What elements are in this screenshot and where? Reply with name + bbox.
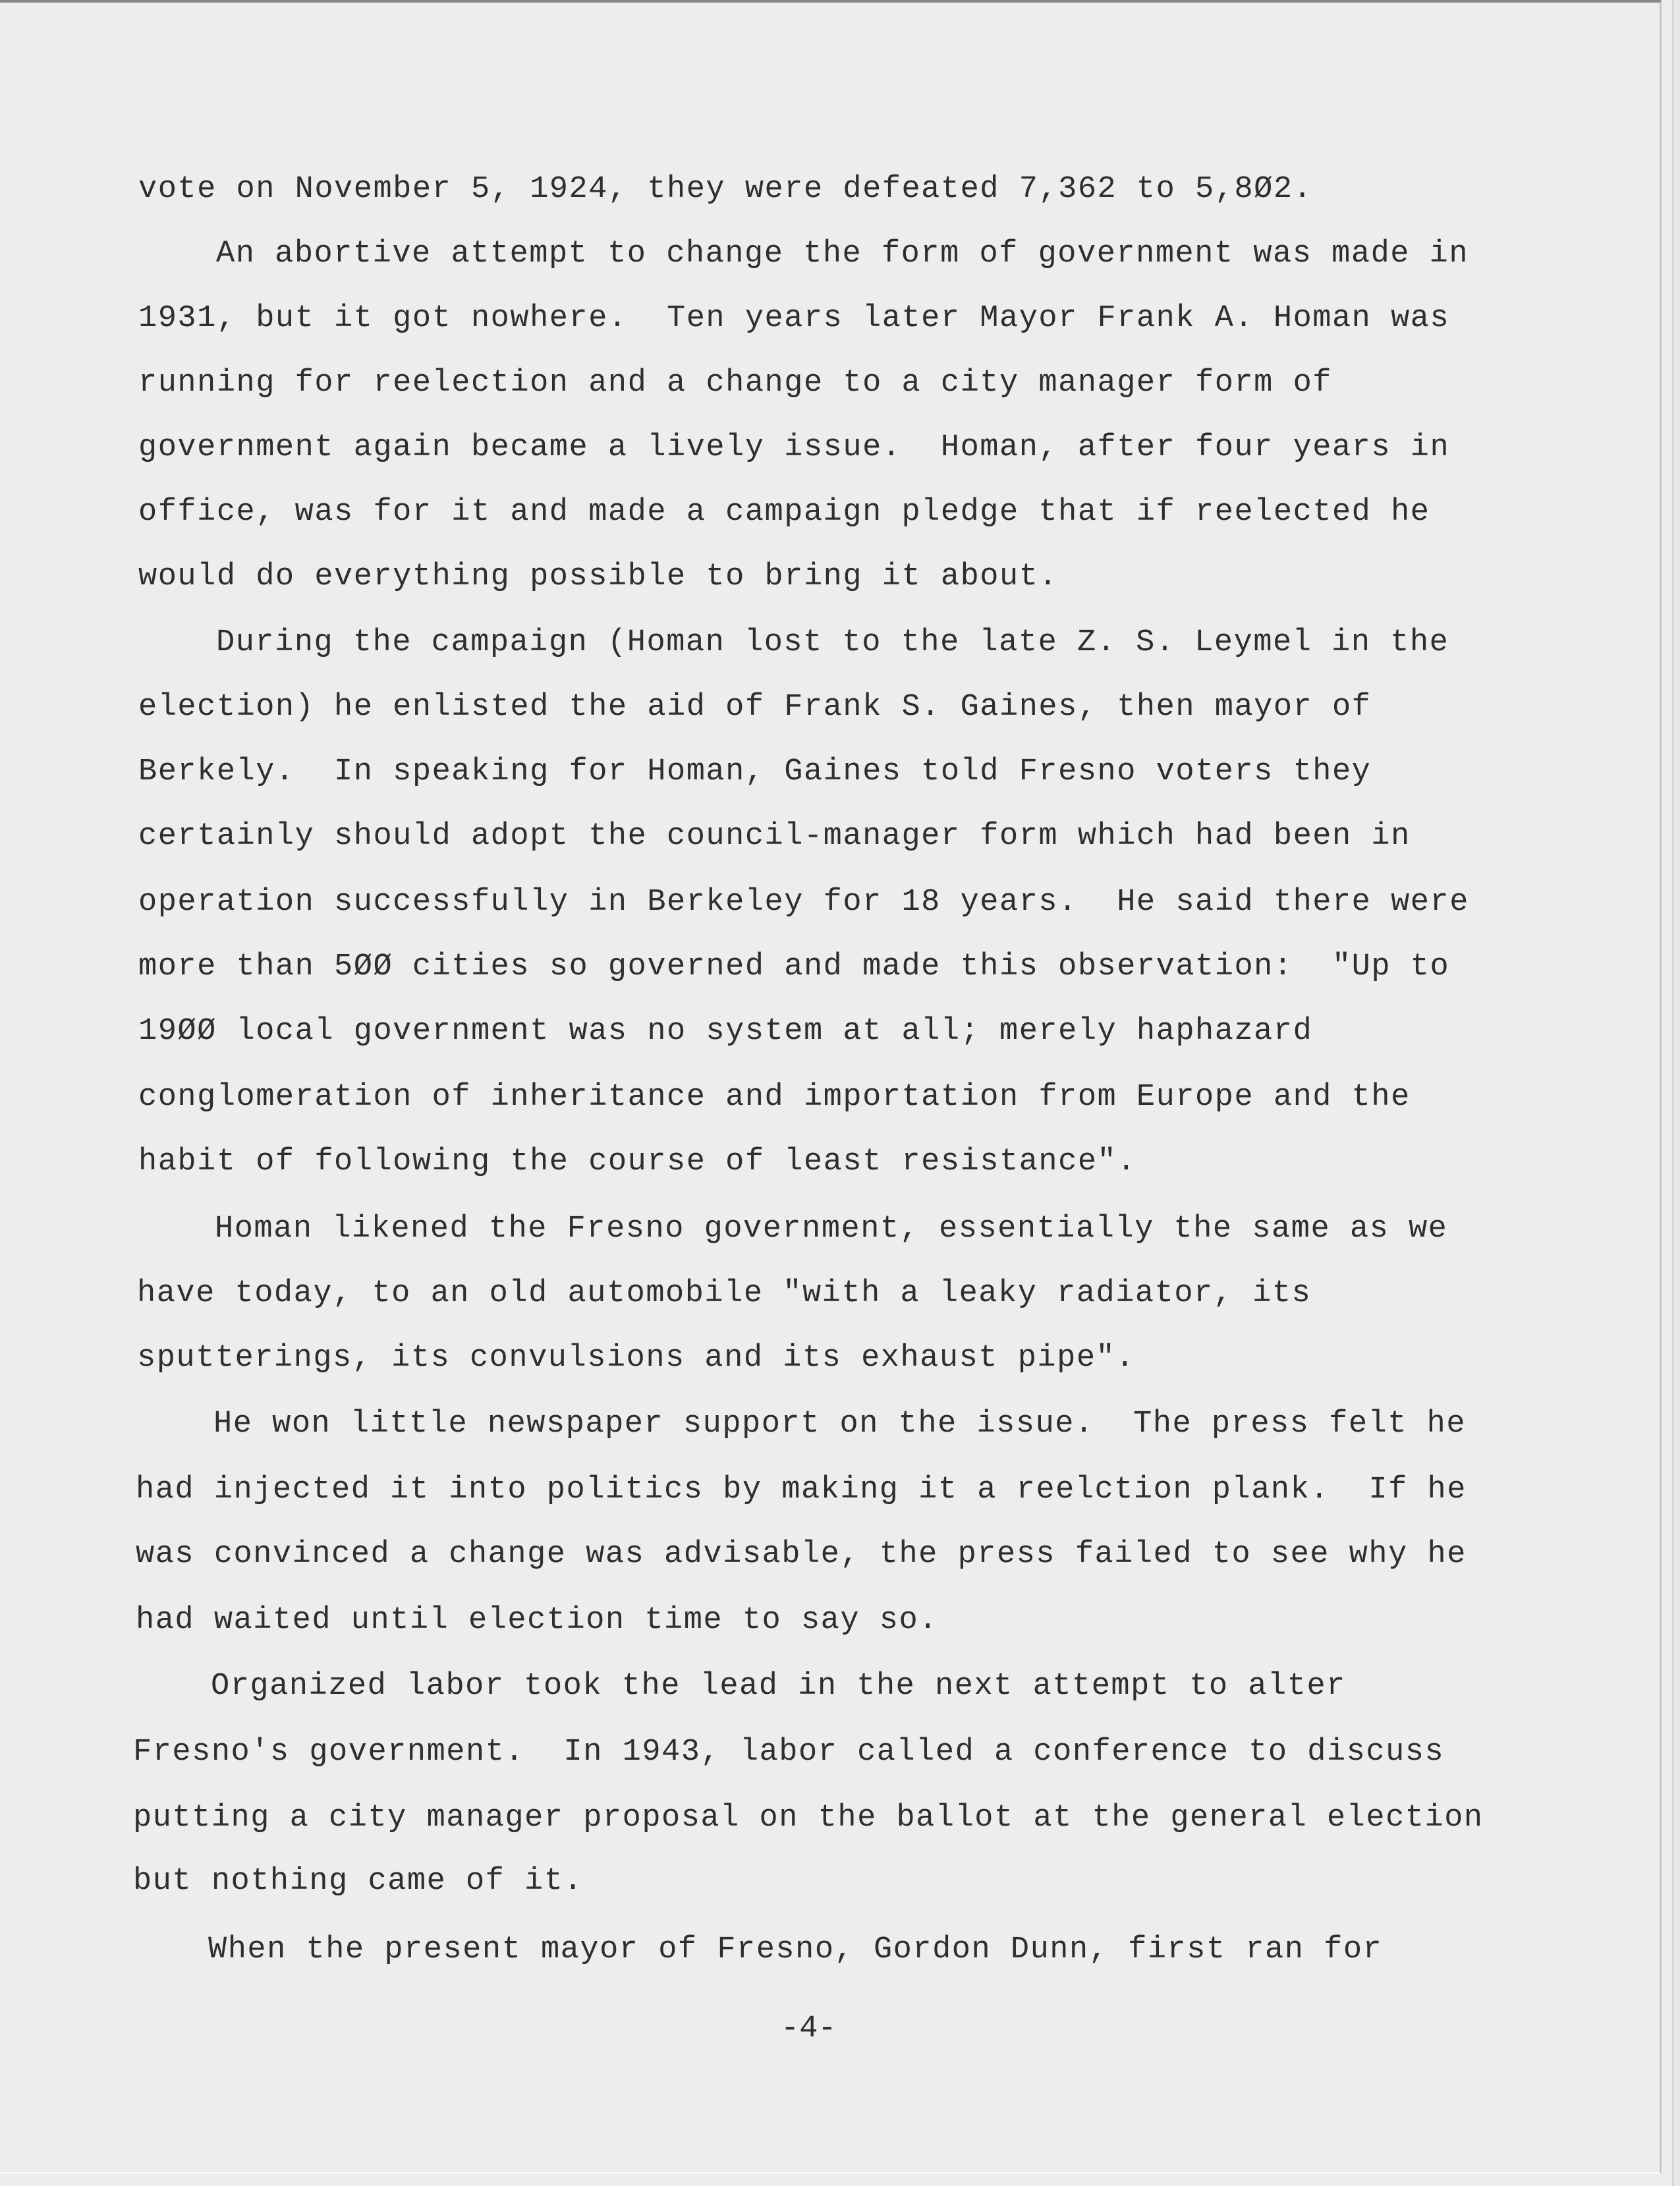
text-line: office, was for it and made a campaign pledge that if reelected he: [138, 495, 1430, 530]
text-line: Organized labor took the lead in the next attempt to alter: [211, 1669, 1346, 1704]
text-line: vote on November 5, 1924, they were defeated 7,362 to 5,8Ø2.: [138, 172, 1313, 207]
text-line: When the present mayor of Fresno, Gordon Dunn, first ran for: [208, 1932, 1383, 1967]
text-line: election) he enlisted the aid of Frank S. Gaines, then mayor of: [138, 690, 1372, 725]
text-line: certainly should adopt the council-manager form which had been in: [138, 819, 1411, 854]
page-edge: [1672, 0, 1680, 2186]
text-line: had waited until election time to say so.: [136, 1603, 938, 1638]
text-line: sputterings, its convulsions and its exhaust pipe".: [137, 1341, 1135, 1376]
text-line: was convinced a change was advisable, the press failed to see why he: [136, 1537, 1467, 1572]
text-line: would do everything possible to bring it about.: [138, 559, 1059, 594]
text-line: had injected it into politics by making it a reelction plank. If he: [136, 1472, 1467, 1507]
page-number: -4-: [781, 2011, 837, 2046]
text-line: He won little newspaper support on the issue. The press felt he: [213, 1407, 1467, 1442]
text-line: During the campaign (Homan lost to the late Z. S. Leymel in the: [216, 625, 1449, 660]
text-line: running for reelection and a change to a city manager form of: [138, 366, 1332, 401]
text-line: Homan likened the Fresno government, essentially the same as we: [215, 1212, 1448, 1247]
text-line: putting a city manager proposal on the ballot at the general election: [133, 1801, 1484, 1836]
text-line: 1931, but it got nowhere. Ten years later Mayor Frank A. Homan was: [138, 301, 1450, 336]
text-line: but nothing came of it.: [133, 1864, 584, 1899]
text-line: habit of following the course of least resistance".: [138, 1144, 1136, 1179]
text-line: operation successfully in Berkeley for 18 years. He said there were: [138, 885, 1469, 920]
text-line: government again became a lively issue. Homan, after four years in: [138, 430, 1450, 465]
text-line: have today, to an old automobile "with a leaky radiator, its: [137, 1276, 1312, 1311]
text-line: 19ØØ local government was no system at all; merely haphazard: [138, 1014, 1313, 1049]
text-line: more than 5ØØ cities so governed and made this observation: "Up to: [138, 949, 1450, 984]
text-line: conglomeration of inheritance and importation from Europe and the: [138, 1080, 1411, 1115]
text-line: Berkely. In speaking for Homan, Gaines told Fresno voters they: [138, 754, 1372, 789]
text-line: An abortive attempt to change the form of government was made in: [216, 237, 1469, 271]
text-line: Fresno's government. In 1943, labor called a conference to discuss: [133, 1735, 1445, 1770]
